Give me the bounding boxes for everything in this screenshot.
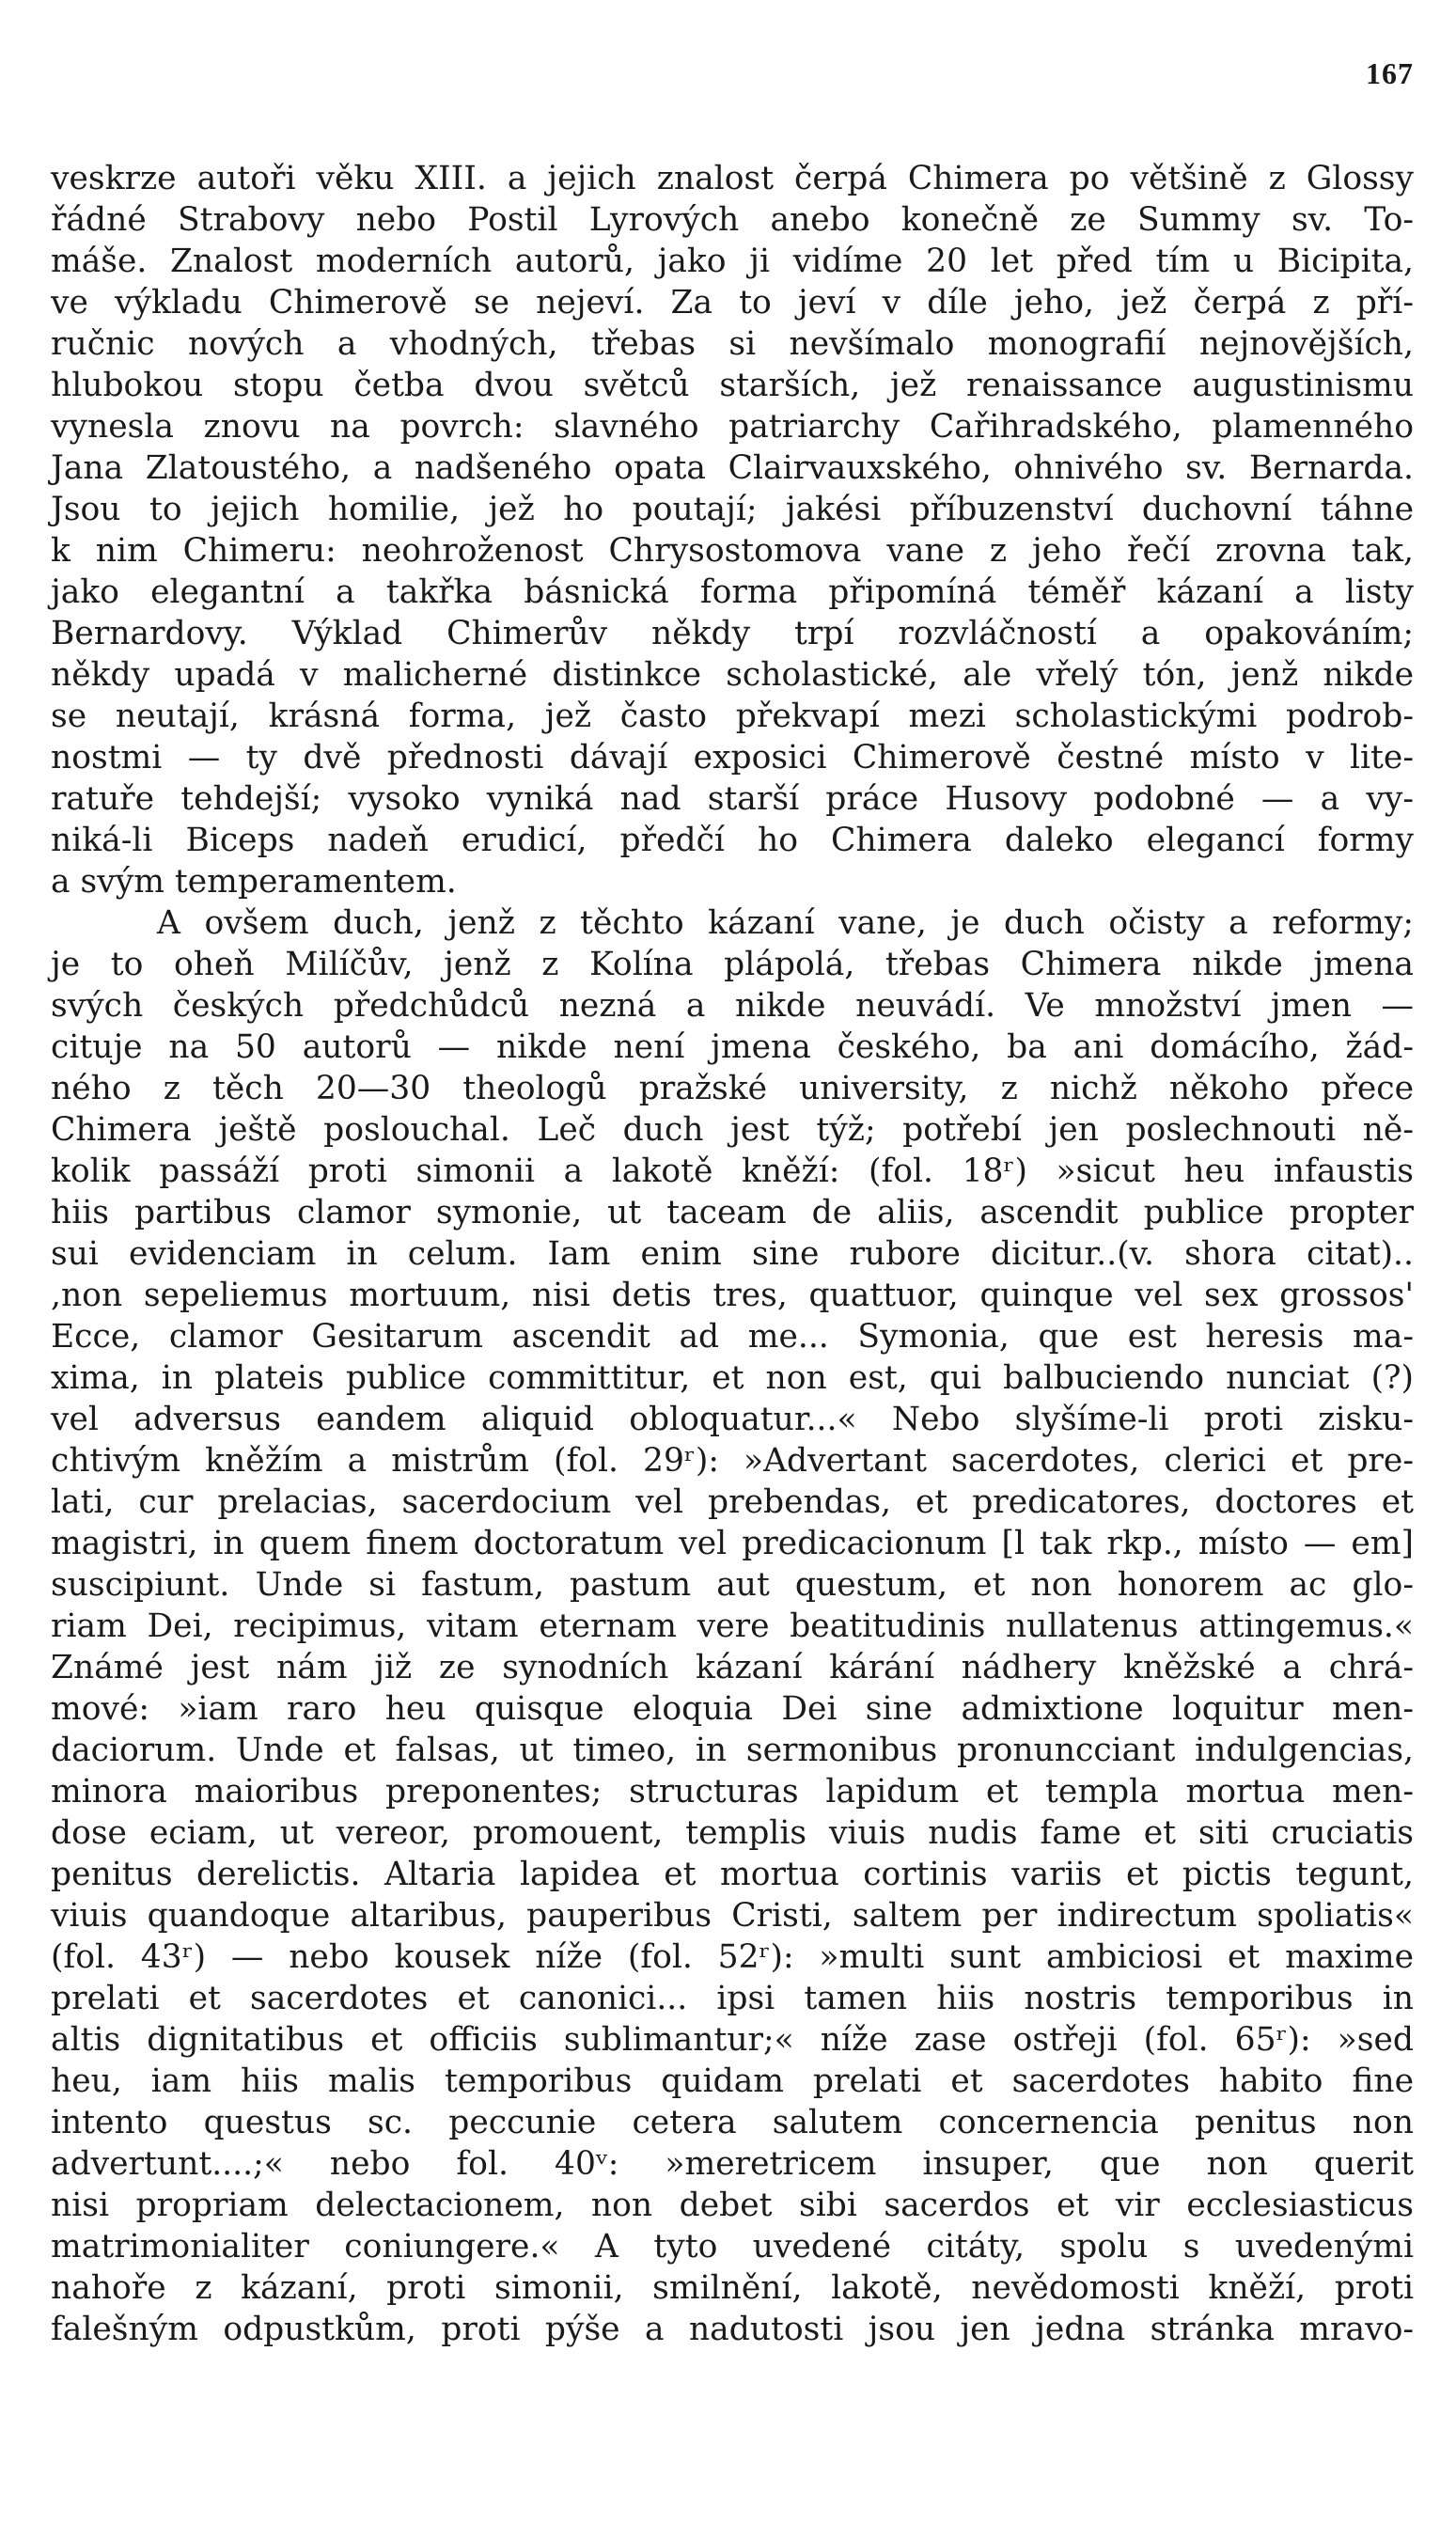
text-line: svých českých předchůdců nezná a nikde neuvádí. Ve množství jmen — bbox=[51, 987, 1414, 1025]
text-line: hiis partibus clamor symonie, ut taceam de aliis, ascendit publice propter bbox=[51, 1194, 1414, 1231]
text-line: hlubokou stopu četba dvou světců starších, jež renaissance augustinismu bbox=[51, 367, 1414, 404]
text-line: ného z těch 20—30 theologů pražské university, z nichž někoho přece bbox=[51, 1070, 1414, 1107]
text-line: cituje na 50 autorů — nikde není jmena českého, ba ani domácího, žád- bbox=[51, 1028, 1414, 1066]
text-line: Chimera ještě poslouchal. Leč duch jest týž; potřebí jen poslechnouti ně- bbox=[51, 1111, 1414, 1149]
text-line: ratuře tehdejší; vysoko vyniká nad starší práce Husovy podobné — a vy- bbox=[51, 780, 1414, 818]
text-line: nisi propriam delectacionem, non debet sibi sacerdos et vir ecclesiasticus bbox=[51, 2187, 1414, 2224]
text-line: vel adversus eandem aliquid obloquatur...« Nebo slyšíme-li proti zisku- bbox=[51, 1401, 1414, 1438]
text-line: máše. Znalost moderních autorů, jako ji vidíme 20 let před tím u Bicipita, bbox=[51, 243, 1414, 280]
text-line: matrimonialiter coniungere.« A tyto uvedené citáty, spolu s uvedenými bbox=[51, 2228, 1414, 2265]
text-line-paragraph-start: A ovšem duch, jenž z těchto kázaní vane, je duch očisty a reformy; bbox=[157, 904, 1414, 942]
text-line: viuis quandoque altaribus, pauperibus Cristi, saltem per indirectum spoliatis« bbox=[51, 1897, 1414, 1935]
text-line: Ecce, clamor Gesitarum ascendit ad me... Symonia, que est heresis ma- bbox=[51, 1318, 1414, 1356]
text-line: (fol. 43ʳ) — nebo kousek níže (fol. 52ʳ): »multi sunt ambiciosi et maxime bbox=[51, 1938, 1414, 1976]
text-line: sui evidenciam in celum. Iam enim sine rubore dicitur..(v. shora citat).. bbox=[51, 1235, 1414, 1273]
text-line: magistri, in quem finem doctoratum vel predicacionum [l tak rkp., místo — em] bbox=[51, 1525, 1414, 1562]
text-line: ,non sepeliemus mortuum, nisi detis tres, quattuor, quinque vel sex grossos' bbox=[51, 1277, 1414, 1314]
text-line: niká-li Biceps nadeň erudicí, předčí ho Chimera daleko elegancí formy bbox=[51, 822, 1414, 859]
text-line: minora maioribus preponentes; structuras lapidum et templa mortua men- bbox=[51, 1773, 1414, 1811]
text-line: vynesla znovu na povrch: slavného patriarchy Cařihradského, plamenného bbox=[51, 408, 1414, 446]
text-line: Jsou to jejich homilie, jež ho poutají; jakési příbuzenství duchovní táhne bbox=[51, 491, 1414, 528]
text-line: nahoře z kázaní, proti simonii, smilnění, lakotě, nevědomosti kněží, proti bbox=[51, 2269, 1414, 2307]
page-number: 167 bbox=[1366, 56, 1414, 90]
text-line: veskrze autoři věku XIII. a jejich znalost čerpá Chimera po většině z Glossy bbox=[51, 160, 1414, 197]
text-line: daciorum. Unde et falsas, ut timeo, in sermonibus pronuncciant indulgencias, bbox=[51, 1732, 1414, 1769]
text-line: chtivým kněžím a mistrům (fol. 29ʳ): »Advertant sacerdotes, clerici et pre- bbox=[51, 1442, 1414, 1480]
text-line: falešným odpustkům, proti pýše a nadutosti jsou jen jedna stránka mravo- bbox=[51, 2311, 1414, 2348]
body-text bbox=[51, 158, 1414, 2350]
text-line: ve výkladu Chimerově se nejeví. Za to jeví v díle jeho, jež čerpá z pří- bbox=[51, 284, 1414, 321]
text-line: kolik passáží proti simonii a lakotě kněží: (fol. 18ʳ) »sicut heu infaustis bbox=[51, 1152, 1414, 1190]
text-line: někdy upadá v malicherné distinkce scholastické, ale vřelý tón, jenž nikde bbox=[51, 656, 1414, 694]
text-line: mové: »iam raro heu quisque eloquia Dei sine admixtione loquitur men- bbox=[51, 1690, 1414, 1728]
text-line: penitus derelictis. Altaria lapidea et mortua cortinis variis et pictis tegunt, bbox=[51, 1856, 1414, 1893]
text-line: je to oheň Milíčův, jenž z Kolína plápolá, třebas Chimera nikde jmena bbox=[51, 946, 1414, 983]
text-line: řádné Strabovy nebo Postil Lyrových anebo konečně ze Summy sv. To- bbox=[51, 201, 1414, 239]
text-line: se neutají, krásná forma, jež často překvapí mezi scholastickými podrob- bbox=[51, 698, 1414, 735]
text-line: prelati et sacerdotes et canonici... ipsi tamen hiis nostris temporibus in bbox=[51, 1980, 1414, 2017]
text-line: intento questus sc. peccunie cetera salutem concernencia penitus non bbox=[51, 2104, 1414, 2141]
text-line: nostmi — ty dvě přednosti dávají exposici Chimerově čestné místo v lite- bbox=[51, 739, 1414, 776]
text-line: ručnic nových a vhodných, třebas si nevšímalo monografií nejnovějších, bbox=[51, 325, 1414, 363]
text-line: Známé jest nám již ze synodních kázaní kárání nádhery kněžské a chrá- bbox=[51, 1649, 1414, 1686]
text-line: k nim Chimeru: neohroženost Chrysostomova vane z jeho řečí zrovna tak, bbox=[51, 532, 1414, 570]
text-line: Bernardovy. Výklad Chimerův někdy trpí rozvláčností a opakováním; bbox=[51, 615, 1414, 652]
text-line: jako elegantní a takřka básnická forma připomíná téměř kázaní a listy bbox=[51, 573, 1414, 611]
text-line: suscipiunt. Unde si fastum, pastum aut questum, et non honorem ac glo- bbox=[51, 1566, 1414, 1604]
text-line: altis dignitatibus et officiis sublimantur;« níže zase ostřeji (fol. 65ʳ): »sed bbox=[51, 2021, 1414, 2059]
text-line-paragraph-end: a svým temperamentem. bbox=[51, 863, 457, 901]
text-line: Jana Zlatoustého, a nadšeného opata Clairvauxského, ohnivého sv. Bernarda. bbox=[51, 449, 1414, 487]
text-line: dose eciam, ut vereor, promouent, templis viuis nudis fame et siti cruciatis bbox=[51, 1814, 1414, 1852]
text-line: lati, cur prelacias, sacerdocium vel prebendas, et predicatores, doctores et bbox=[51, 1483, 1414, 1521]
text-line: riam Dei, recipimus, vitam eternam vere beatitudinis nullatenus attingemus.« bbox=[51, 1607, 1414, 1645]
text-line: xima, in plateis publice committitur, et non est, qui balbuciendo nunciat (?) bbox=[51, 1359, 1414, 1397]
text-line: advertunt....;« nebo fol. 40ᵛ: »meretricem insuper, que non querit bbox=[51, 2145, 1414, 2183]
text-line: heu, iam hiis malis temporibus quidam prelati et sacerdotes habito fine bbox=[51, 2062, 1414, 2100]
